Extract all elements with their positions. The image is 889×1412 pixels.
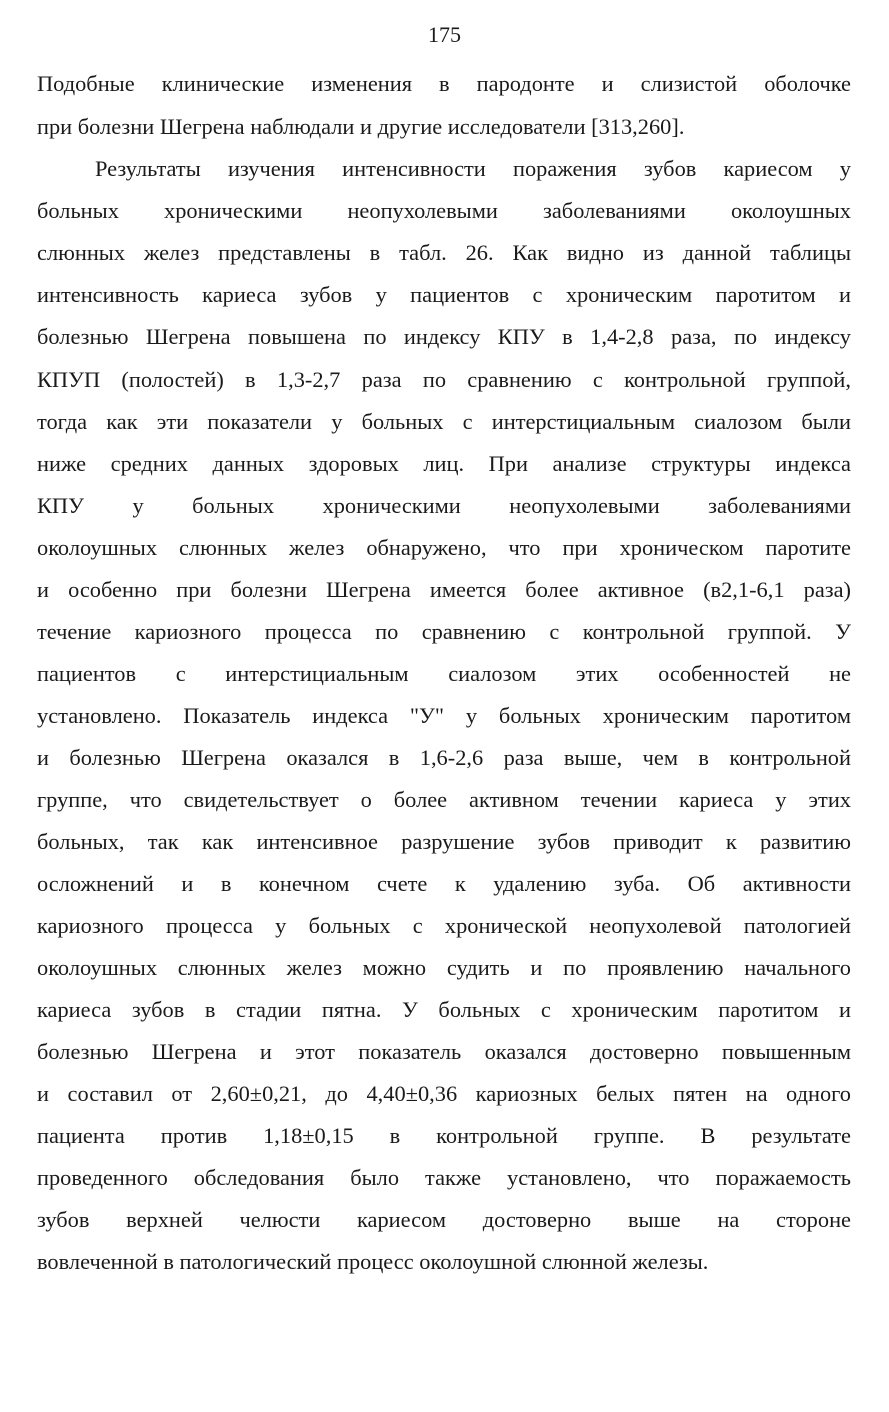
text-line: интенсивность кариеса зубов у пациентов с хроническим паротитом и bbox=[37, 282, 851, 307]
text-line: КПУ у больных хроническими неопухолевыми заболеваниями bbox=[37, 493, 851, 518]
text-line: и составил от 2,60±0,21, до 4,40±0,36 кариозных белых пятен на одного bbox=[37, 1081, 851, 1106]
text-line: Подобные клинические изменения в пародонте и слизистой оболочке bbox=[37, 71, 851, 96]
text-line: кариозного процесса у больных с хронической неопухолевой патологией bbox=[37, 913, 851, 938]
text-line: слюнных желез представлены в табл. 26. Как видно из данной таблицы bbox=[37, 240, 851, 265]
text-line: пациента против 1,18±0,15 в контрольной группе. В результате bbox=[37, 1123, 851, 1148]
text-line: ниже средних данных здоровых лиц. При анализе структуры индекса bbox=[37, 451, 851, 476]
text-line: проведенного обследования было также установлено, что поражаемость bbox=[37, 1165, 851, 1190]
text-line: околоушных слюнных желез обнаружено, что при хроническом паротите bbox=[37, 535, 851, 560]
text-line: вовлеченной в патологический процесс околоушной слюнной железы. bbox=[37, 1249, 709, 1274]
text-line: группе, что свидетельствует о более активном течении кариеса у этих bbox=[37, 787, 851, 812]
text-line: тогда как эти показатели у больных с интерстициальным сиалозом были bbox=[37, 409, 851, 434]
text-line: установлено. Показатель индекса "У" у больных хроническим паротитом bbox=[37, 703, 851, 728]
text-line: осложнений и в конечном счете к удалению зуба. Об активности bbox=[37, 871, 851, 896]
text-line: околоушных слюнных желез можно судить и по проявлению начального bbox=[37, 955, 851, 980]
text-line: течение кариозного процесса по сравнению с контрольной группой. У bbox=[37, 619, 851, 644]
text-line: больных хроническими неопухолевыми заболеваниями околоушных bbox=[37, 198, 851, 223]
text-line: кариеса зубов в стадии пятна. У больных с хроническим паротитом и bbox=[37, 997, 851, 1022]
text-line: пациентов с интерстициальным сиалозом этих особенностей не bbox=[37, 661, 851, 686]
text-line: болезнью Шегрена и этот показатель оказался достоверно повышенным bbox=[37, 1039, 851, 1064]
text-line: и особенно при болезни Шегрена имеется более активное (в2,1-6,1 раза) bbox=[37, 577, 851, 602]
text-line: зубов верхней челюсти кариесом достоверно выше на стороне bbox=[37, 1207, 851, 1232]
text-line: КПУП (полостей) в 1,3-2,7 раза по сравнению с контрольной группой, bbox=[37, 367, 851, 392]
text-line: и болезнью Шегрена оказался в 1,6-2,6 раза выше, чем в контрольной bbox=[37, 745, 851, 770]
text-line: болезнью Шегрена повышена по индексу КПУ в 1,4-2,8 раза, по индексу bbox=[37, 324, 851, 349]
text-line: больных, так как интенсивное разрушение зубов приводит к развитию bbox=[37, 829, 851, 854]
paragraph-first-line: Результаты изучения интенсивности поражения зубов кариесом у bbox=[95, 156, 851, 181]
page-number: 175 bbox=[428, 22, 461, 47]
text-line: при болезни Шегрена наблюдали и другие исследователи [313,260]. bbox=[37, 114, 685, 139]
